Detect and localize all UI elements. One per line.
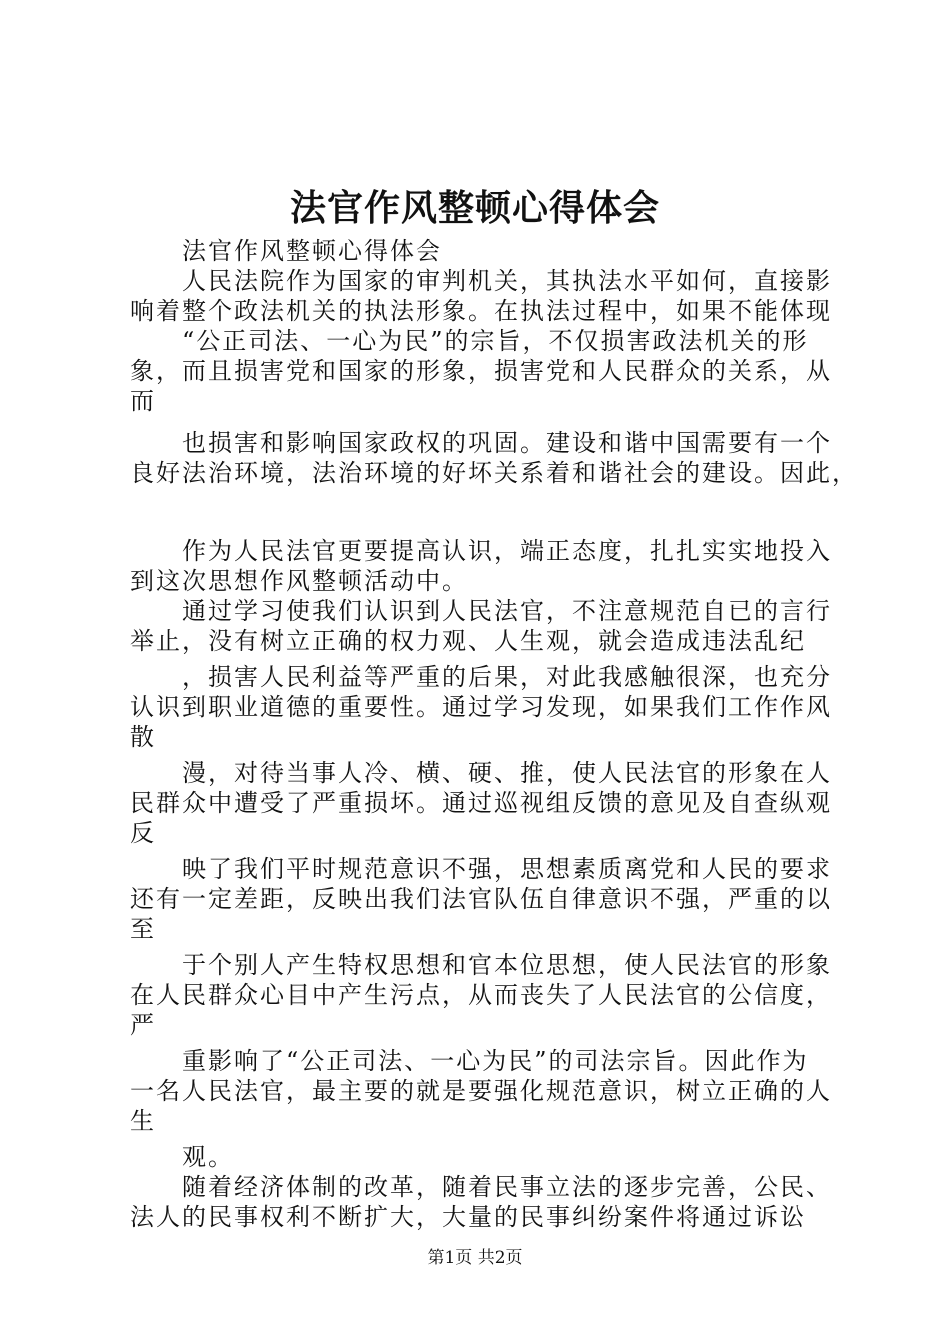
page-number: 第1页 共2页 xyxy=(427,1248,523,1268)
paragraph-line: 而 xyxy=(130,387,156,415)
paragraph-line: 严 xyxy=(130,1011,156,1039)
paragraph-gap xyxy=(130,488,842,536)
paragraph-line: 于个别人产生特权思想和官本位思想，使人民法官的形象 xyxy=(182,951,832,979)
paragraph-line: 随着经济体制的改革，随着民事立法的逐步完善，公民、 xyxy=(182,1173,832,1201)
paragraph-line: 映了我们平时规范意识不强，思想素质离党和人民的要求 xyxy=(182,855,832,883)
paragraph-line: 重影响了“公正司法、一心为民”的司法宗旨。因此作为 xyxy=(182,1047,809,1075)
paragraph-line: 法官作风整顿心得体会 xyxy=(182,237,442,265)
document-body xyxy=(130,236,858,1232)
paragraph-line: 良好法治环境，法治环境的好坏关系着和谐社会的建设。因此， xyxy=(130,459,858,487)
paragraph-line: 观。 xyxy=(182,1143,234,1171)
paragraph-line: 反 xyxy=(130,819,156,847)
paragraph-line: 漫，对待当事人冷、横、硬、推，使人民法官的形象在人 xyxy=(182,759,832,787)
paragraph-line: 一名人民法官，最主要的就是要强化规范意识，树立正确的人 xyxy=(130,1077,832,1105)
paragraph-line: 举止，没有树立正确的权力观、人生观，就会造成违法乱纪 xyxy=(130,627,806,655)
paragraph-line: 到这次思想作风整顿活动中。 xyxy=(130,567,468,595)
paragraph-line: 认识到职业道德的重要性。通过学习发现，如果我们工作作风 xyxy=(130,693,832,721)
paragraph-line: “公正司法、一心为民”的宗旨，不仅损害政法机关的形 xyxy=(182,327,809,355)
paragraph-line: 通过学习使我们认识到人民法官，不注意规范自已的言行 xyxy=(182,597,832,625)
paragraph-line: 法人的民事权利不断扩大，大量的民事纠纷案件将通过诉讼 xyxy=(130,1203,806,1231)
document-title: 法官作风整顿心得体会 xyxy=(289,187,660,229)
paragraph-line: 散 xyxy=(130,723,156,751)
paragraph-line: 生 xyxy=(130,1107,156,1135)
paragraph-line: 民群众中遭受了严重损坏。通过巡视组反馈的意见及自查纵观 xyxy=(130,789,832,817)
paragraph-line: 象，而且损害党和国家的形象，损害党和人民群众的关系，从 xyxy=(130,357,832,385)
paragraph-line: ，损害人民利益等严重的后果，对此我感触很深，也充分 xyxy=(182,663,832,691)
paragraph-line: 至 xyxy=(130,915,156,943)
paragraph-line: 作为人民法官更要提高认识，端正态度，扎扎实实地投入 xyxy=(182,537,832,565)
paragraph-line: 人民法院作为国家的审判机关，其执法水平如何，直接影 xyxy=(182,267,832,295)
paragraph-line: 还有一定差距，反映出我们法官队伍自律意识不强，严重的以 xyxy=(130,885,832,913)
paragraph-line: 在人民群众心目中产生污点，从而丧失了人民法官的公信度， xyxy=(130,981,832,1009)
paragraph-line: 响着整个政法机关的执法形象。在执法过程中，如果不能体现 xyxy=(130,297,832,325)
paragraph-line: 也损害和影响国家政权的巩固。建设和谐中国需要有一个 xyxy=(182,429,832,457)
